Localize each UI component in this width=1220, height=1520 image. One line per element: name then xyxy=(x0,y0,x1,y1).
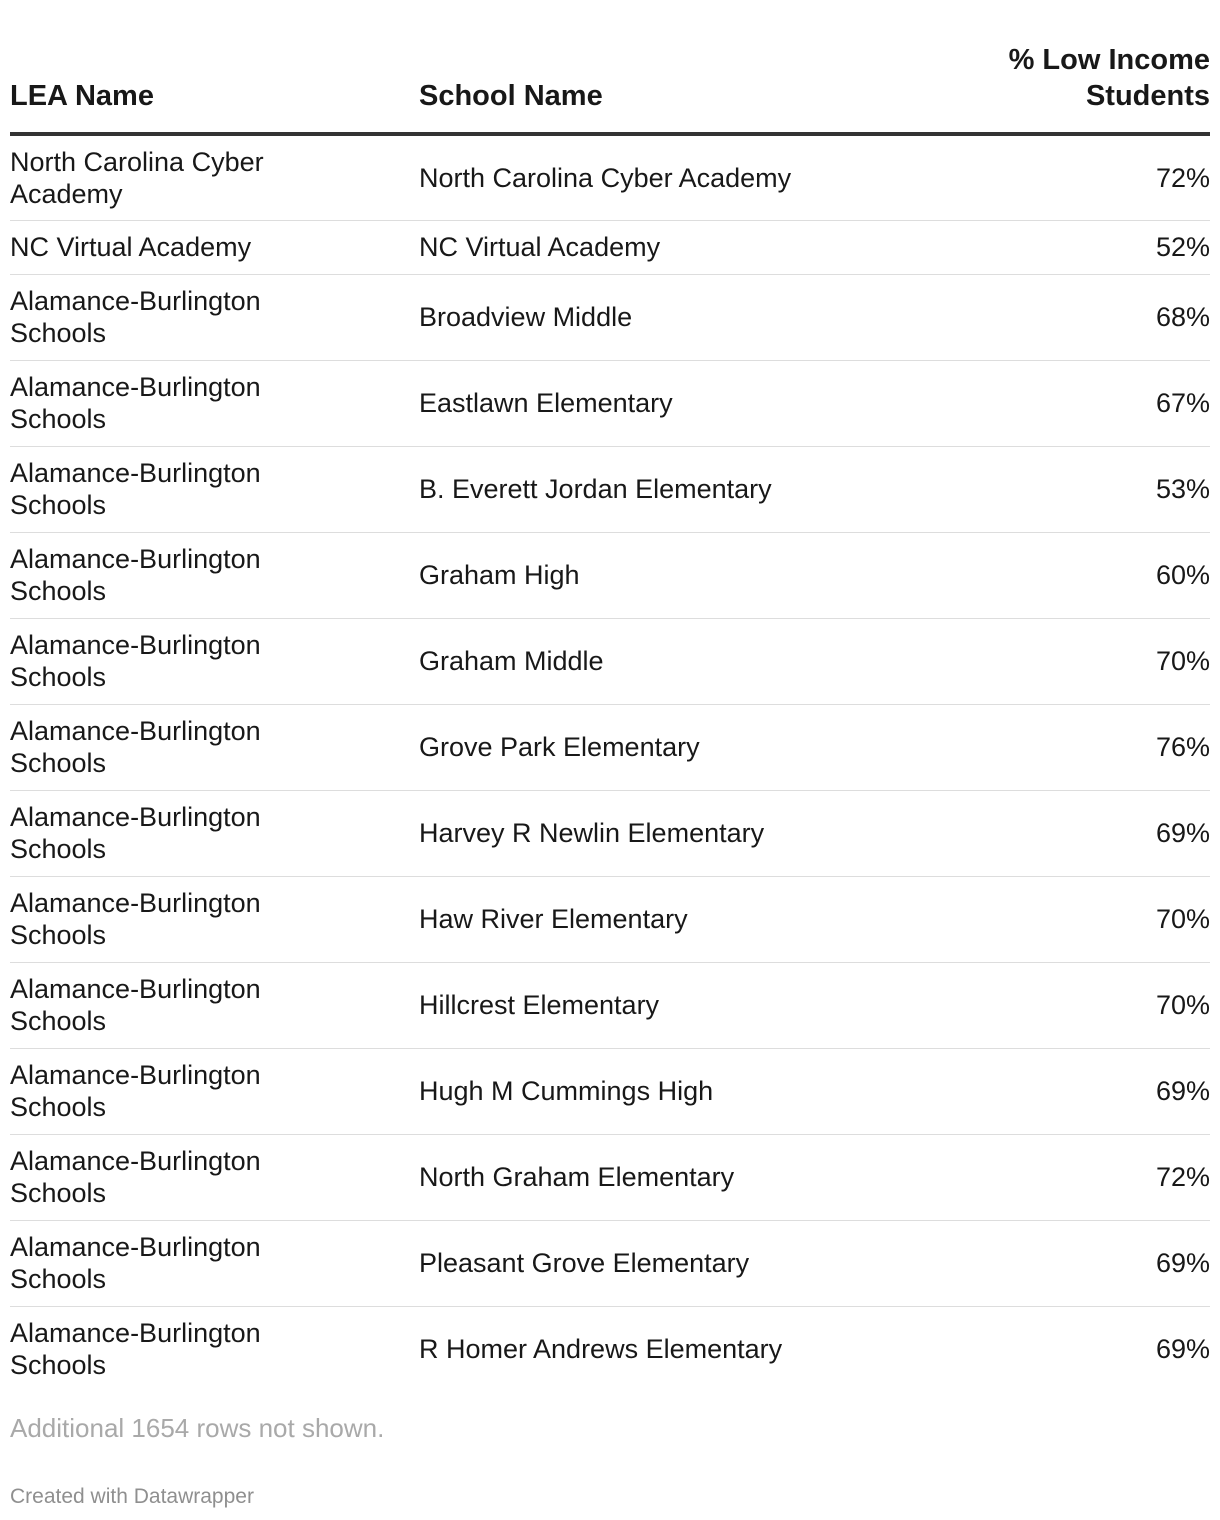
cell-pct-low-income: 52% xyxy=(979,220,1210,274)
cell-pct-low-income: 69% xyxy=(1155,1334,1210,1365)
data-table xyxy=(10,0,1210,1392)
cell-pct-low-income: 69% xyxy=(979,790,1210,876)
cell-school-name: Broadview Middle xyxy=(419,274,979,360)
table-row xyxy=(10,1220,1210,1306)
cell-lea-name: Alamance-Burlington Schools xyxy=(10,1048,419,1134)
cell-lea-name: Alamance-Burlington Schools xyxy=(10,704,419,790)
cell-lea-name: Alamance-Burlington Schools xyxy=(10,532,419,618)
cell-lea-name: Alamance-Burlington Schools xyxy=(10,1134,419,1220)
cell-pct-low-income: 70% xyxy=(979,962,1210,1048)
cell-pct-low-income: 60% xyxy=(979,532,1210,618)
table-row xyxy=(10,790,1210,876)
cell-school-name: NC Virtual Academy xyxy=(419,220,979,274)
rows-not-shown-note: Additional 1654 rows not shown. xyxy=(10,1413,385,1443)
cell-pct-low-income: 76% xyxy=(979,704,1210,790)
table-row xyxy=(10,1048,1210,1134)
cell-school-name: Hillcrest Elementary xyxy=(419,962,979,1048)
cell-school-name: R Homer Andrews Elementary xyxy=(419,1334,783,1365)
table-row xyxy=(10,360,1210,446)
cell-lea-name: North Carolina Cyber Academy xyxy=(10,134,419,220)
cell-school-name: North Graham Elementary xyxy=(419,1134,979,1220)
cell-school-name: Eastlawn Elementary xyxy=(419,360,979,446)
table-row xyxy=(10,134,1210,220)
table-row xyxy=(10,446,1210,532)
table-row xyxy=(10,962,1210,1048)
cell-lea-name: Alamance-Burlington Schools xyxy=(10,1220,419,1306)
table-row xyxy=(10,220,1210,274)
cell-lea-name: Alamance-Burlington Schools xyxy=(10,790,419,876)
cell-school-name: B. Everett Jordan Elementary xyxy=(419,446,979,532)
table-row xyxy=(10,1306,1210,1392)
cell-pct-low-income: 67% xyxy=(979,360,1210,446)
cell-pct-low-income: 69% xyxy=(979,1048,1210,1134)
cell-pct-low-income: 72% xyxy=(979,134,1210,220)
cell-pct-low-income: 70% xyxy=(979,876,1210,962)
cell-school-name: Hugh M Cummings High xyxy=(419,1048,979,1134)
cell-school-name: Graham Middle xyxy=(419,618,979,704)
cell-lea-name: Alamance-Burlington Schools xyxy=(10,360,419,446)
cell-school-name: Pleasant Grove Elementary xyxy=(419,1220,979,1306)
table-row xyxy=(10,876,1210,962)
cell-school-name: North Carolina Cyber Academy xyxy=(419,134,979,220)
header-school-name[interactable]: School Name xyxy=(419,0,979,134)
cell-pct-low-income: 72% xyxy=(979,1134,1210,1220)
header-lea-name[interactable]: LEA Name xyxy=(10,0,419,134)
header-pct-low-income[interactable] xyxy=(979,0,1210,134)
table-row xyxy=(10,618,1210,704)
header-pct-line2: Students xyxy=(1085,80,1210,112)
cell-pct-low-income: 53% xyxy=(979,446,1210,532)
cell-lea-name: Alamance-Burlington Schools xyxy=(10,962,419,1048)
cell-school-name: Harvey R Newlin Elementary xyxy=(419,790,979,876)
datawrapper-credit[interactable]: Created with Datawrapper xyxy=(10,1485,254,1508)
cell-lea-name: NC Virtual Academy xyxy=(10,220,419,274)
cell-school-name: Grove Park Elementary xyxy=(419,704,979,790)
cell-lea-name: Alamance-Burlington Schools xyxy=(10,446,419,532)
cell-pct-low-income: 69% xyxy=(979,1220,1210,1306)
table-container xyxy=(10,0,1210,1392)
cell-lea-name: Alamance-Burlington Schools xyxy=(10,876,419,962)
cell-pct-low-income: 68% xyxy=(979,274,1210,360)
header-row xyxy=(10,0,1210,134)
cell-school-name: Haw River Elementary xyxy=(419,876,979,962)
cell-lea-name: Alamance-Burlington Schools xyxy=(10,618,419,704)
table-row xyxy=(10,704,1210,790)
header-pct-line1: % Low Income xyxy=(1008,44,1210,76)
cell-pct-low-income: 70% xyxy=(979,618,1210,704)
table-row xyxy=(10,1134,1210,1220)
cell-lea-name: Alamance-Burlington Schools xyxy=(10,1318,261,1381)
table-row xyxy=(10,532,1210,618)
table-row xyxy=(10,274,1210,360)
cell-school-name: Graham High xyxy=(419,532,979,618)
cell-lea-name: Alamance-Burlington Schools xyxy=(10,274,419,360)
